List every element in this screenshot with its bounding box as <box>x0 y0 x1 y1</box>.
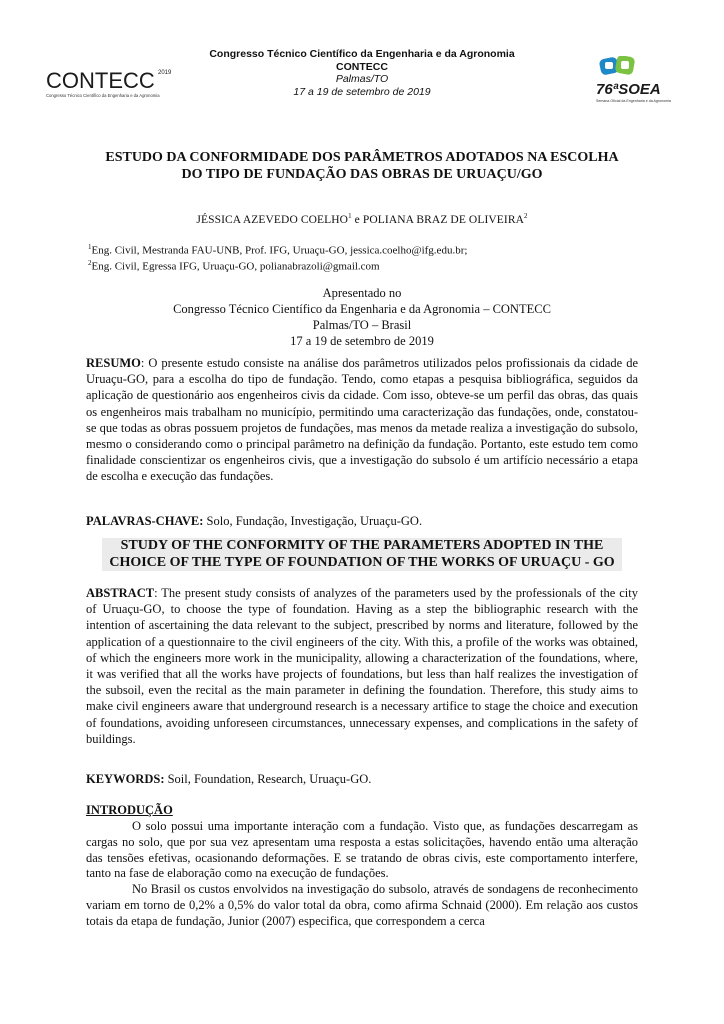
presented-line3: Palmas/TO – Brasil <box>312 318 412 332</box>
soea-logo-text: 76ªSOEA <box>596 81 661 98</box>
paper-title-pt-line1: ESTUDO DA CONFORMIDADE DOS PARÂMETROS ADOTADOS NA ESCOLHA <box>105 150 619 165</box>
author-2-sup: 2 <box>524 212 528 220</box>
intro-paragraph-2-text: No Brasil os custos envolvidos na investigação do subsolo, através de sondagens de reconhecimento variam em torno de 0,2% a 0,5% do valor total da obra, como afirma Schnaid (2000). Em relação aos custos totais da etapa de fundação, Junior (2007) especifica, que correspondem a cerca <box>86 882 638 928</box>
palavras-chave-text: Solo, Fundação, Investigação, Uruaçu-GO. <box>203 514 423 528</box>
header-line3: Palmas/TO <box>335 73 389 85</box>
resumo-paragraph <box>86 355 638 485</box>
authors-line <box>80 212 644 226</box>
affiliation-2-sup: 2 <box>88 259 92 267</box>
header-line4: 17 a 19 de setembro de 2019 <box>293 85 431 98</box>
abstract-label: ABSTRACT <box>86 586 155 600</box>
intro-paragraph-1-text: O solo possui uma importante interação com a fundação. Visto que, as fundações descarregam as cargas no solo, que por sua vez apresentam uma resposta a estas solicitações, havendo então uma alteração das tensões efetivas, ocasionando deformações. E se tratando de obras civis, este comportamento interfere, tanto na fase de elaboração como na execução de fundações. <box>86 819 638 881</box>
affiliation-1-text: Eng. Civil, Mestranda FAU-UNB, Prof. IFG, Uruaçu-GO, jessica.coelho@ifg.edu.br; <box>91 244 468 257</box>
palavras-chave-paragraph <box>86 513 638 529</box>
presented-line2: Congresso Técnico Científico da Engenharia e da Agronomia – CONTECC <box>173 302 551 316</box>
keywords-text: Soil, Foundation, Research, Uruaçu-GO. <box>164 772 372 786</box>
paper-title-en <box>102 538 622 571</box>
author-conjunction: e <box>351 213 363 226</box>
abstract-paragraph <box>86 585 638 747</box>
contecc-logo-year: 2019 <box>158 70 172 76</box>
affiliation-2-text: Eng. Civil, Egressa IFG, Uruaçu-GO, polianabrazoli@gmail.com <box>91 260 380 273</box>
contecc-logo-subtitle: Congresso Técnico Científico da Engenharia e da Agronomia <box>46 93 160 98</box>
intro-heading: INTRODUÇÃO <box>86 803 173 817</box>
header-line1: Congresso Técnico Científico da Engenharia e da Agronomia <box>209 48 515 60</box>
header-line2: CONTECC <box>336 60 388 73</box>
affiliation-1 <box>88 240 648 258</box>
affiliation-2 <box>88 256 648 274</box>
presented-line1: Apresentado no <box>322 286 402 300</box>
author-2: POLIANA BRAZ DE OLIVEIRA <box>362 213 525 226</box>
contecc-logo-text: CONTECC <box>46 68 155 93</box>
palavras-chave-label: PALAVRAS-CHAVE: <box>86 514 204 528</box>
resumo-label: RESUMO <box>86 356 141 370</box>
presented-block <box>100 285 624 349</box>
paper-title-pt <box>80 150 644 183</box>
paper-title-pt-line2: DO TIPO DE FUNDAÇÃO DAS OBRAS DE URUAÇU/GO <box>181 166 543 182</box>
keywords-paragraph <box>86 771 638 787</box>
soea-logo-subtitle: Semana Oficial da Engenharia e da Agronomia <box>596 99 671 103</box>
affiliation-1-sup: 1 <box>88 243 92 251</box>
paper-title-en-line1: STUDY OF THE CONFORMITY OF THE PARAMETERS ADOPTED IN THE <box>120 538 604 553</box>
abstract-text: : The present study consists of analyzes of the parameters used by the professionals of the city of Uruaçu-GO, to choose the type of foundation. Having as a step the bibliographic research with the intention of ascertaining the data relevant to the subject, prescribed by norms and literature, followed by the application of a questionnaire to the civil engineers of the city. With this, a profile of the works was obtained, of which the engineers more work in the municipality, allowing a characterization of the foundations, where, it was verified that all the works have projects of foundations, but less than half realizes the investigation of the subsoil, even the recital as the main parameter in defining the foundation. Therefore, this study aims to make civil engineers aware that underground research is a necessary artifice to stage the choice and execution of foundations, avoiding unforeseen circumstances, unnecessary expenses, and complications in the safety of buildings. <box>86 586 638 746</box>
soea-logo <box>596 56 676 106</box>
keywords-label: KEYWORDS: <box>86 772 165 786</box>
paper-title-en-line2: CHOICE OF THE TYPE OF FOUNDATION OF THE WORKS OF URUAÇU - GO <box>109 554 615 570</box>
contecc-logo <box>46 66 176 100</box>
presented-line4: 17 a 19 de setembro de 2019 <box>290 334 434 348</box>
soea-emblem-icon <box>599 56 636 76</box>
intro-paragraph-1 <box>86 819 638 882</box>
author-1: JÉSSICA AZEVEDO COELHO <box>196 213 349 226</box>
intro-paragraph-2 <box>86 882 638 929</box>
resumo-text: : O presente estudo consiste na análise dos parâmetros utilizados pelos profissionais da cidade de Uruaçu-GO, para a escolha do tipo de fundação. Tendo, como etapas a pesquisa bibliográfica, seguidos da aplicação de questionário aos engenheiros civis da cidade. Com isso, obteve-se um perfil das obras, das quais os engenheiros mais trabalham no município, permitindo uma caracterização das fundações, onde, constatou-se que todas as obras possuem projetos de fundações, mas menos da metade realiza a investigação do subsolo, mesmo o considerando como o principal parâmetro na definição da fundação. Portanto, este estudo tem como finalidade conscientizar os engenheiros civis, que a investigação do subsolo é um artifício necessário a etapa de escolha e execução das fundações. <box>86 356 638 484</box>
author-1-sup: 1 <box>348 212 352 220</box>
conference-header <box>150 48 574 98</box>
